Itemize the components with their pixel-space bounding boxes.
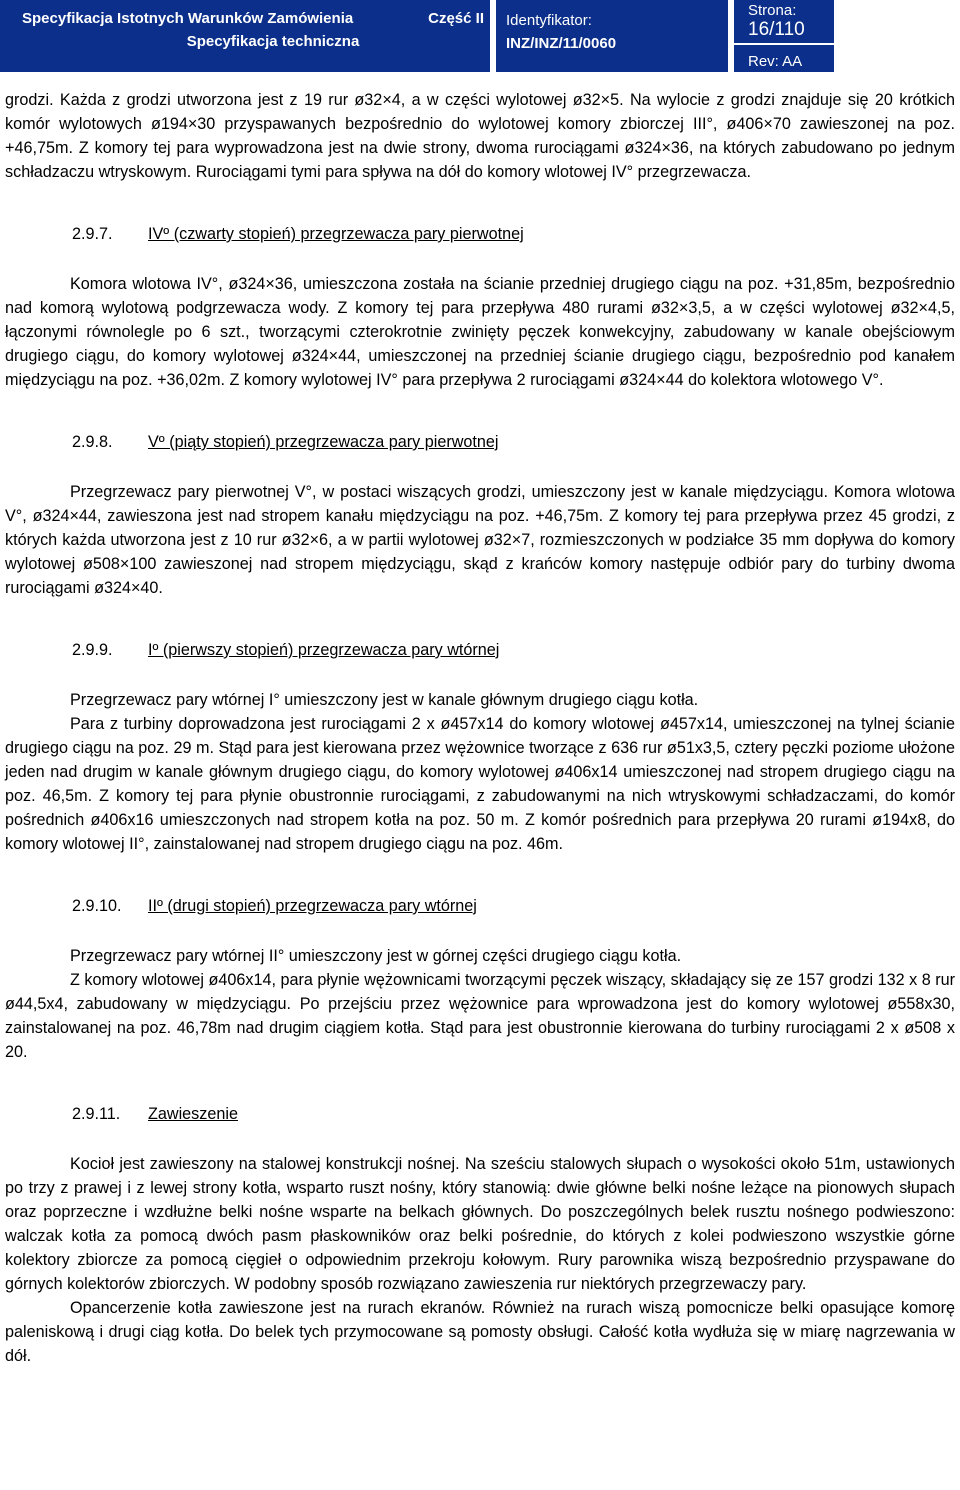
section-number: 2.9.10. — [72, 897, 122, 915]
page-label: Strona: — [748, 2, 797, 19]
section-paragraph: Przegrzewacz pary wtórnej II° umieszczony jest w górnej części drugiego ciągu kotła. — [70, 947, 682, 965]
section-number: 2.9.9. — [72, 641, 113, 659]
header-spec-cell — [0, 0, 490, 72]
section-title: IIº (drugi stopień) przegrzewacza pary wtórnej — [148, 897, 477, 915]
section-paragraph: Opancerzenie kotła zawieszone jest na rurach ekranów. Również na rurach wiszą pomocnicze belki opasujące komorę paleniskową i drugi ciąg kotła. Do belek tych przymocowane są pomosty obsługi. Całość kotła wydłuża się w miarę nagrzewania w dół. — [5, 1299, 955, 1365]
document-body — [0, 88, 960, 1368]
part-label: Część II — [428, 10, 484, 27]
document-header — [0, 0, 960, 72]
identifier-value: INZ/INZ/11/0060 — [506, 35, 617, 52]
section-title: IVº (czwarty stopień) przegrzewacza pary pierwotnej — [148, 225, 524, 243]
section-paragraph: Przegrzewacz pary pierwotnej V°, w postaci wiszących grodzi, umieszczony jest w kanale międzyciągu. Komora wlotowa V°, ø324×44, zawieszona jest nad stropem kanału międzyciągu na poz. +46,75m. Z komory tej para przepływa przez 45 grodzi, z których każda utworzona jest z 10 rur ø32×6, a w partii wylotowej ø32×7, rozmieszczonych w podziałce 35 mm dopływa do komory wylotowej ø508×100 zawieszonej nad stropem międzyciągu, skąd z krańców komory następuje odbiór pary do turbiny dwoma rurociągami ø324×40. — [5, 483, 955, 597]
section-paragraph: Przegrzewacz pary wtórnej I° umieszczony jest w kanale głównym drugiego ciągu kotła. — [70, 691, 699, 709]
section-heading-2-9-7 — [0, 222, 960, 246]
section-number: 2.9.11. — [72, 1105, 121, 1123]
section-title: Iº (pierwszy stopień) przegrzewacza pary wtórnej — [148, 641, 500, 659]
section-heading-2-9-10 — [0, 894, 960, 918]
section-paragraph: Para z turbiny doprowadzona jest rurociągami 2 x ø457x14 do komory wlotowej ø457x14, umieszczonej na tylnej ścianie drugiego ciągu na poz. 29 m. Stąd para jest kierowana przez wężownice tworzące z 636 rur ø51x3,5, cztery pęczki poziome ułożone jeden nad drugim w kanale głównym drugiego ciągu, do komory wylotowej ø406x14 umieszczonej nad stropem drugiego ciągu na poz. 46,5m. Z komory tej para płynie obustronnie rurociągami, z zabudowanymi na nich wtryskowymi schładzaczami, do komór pośrednich ø406x16 umieszczonych nad stropem kotła na poz. 50 m. Z komór pośrednich para przepływa 20 rurami ø194x8, do komory wlotowej II°, zainstalowanej nad stropem drugiego ciągu na poz. 46m. — [5, 715, 955, 853]
page-number: 16/110 — [748, 19, 805, 40]
section-paragraph: Kocioł jest zawieszony na stalowej konstrukcji nośnej. Na sześciu stalowych słupach o wysokości około 51m, ustawionych po trzy z prawej i z lewej strony kotła, wsparto ruszt nośny, który stanowią: dwie główne belki nośne leżące na pionowych słupach oraz poprzeczne i wzdłużne belki nośne wsparte na belkach głównych. Do poszczególnych belek rusztu nośnego podwieszono: walczak kotła za pomocą dwóch pasm płaskowników oraz belki pośrednie, do których z kolei podwieszono wszystkie górne kolektory zbiorcze za pomocą cięgieł o odpowiednim przekroju kołowym. Rury parownika wiszą bezpośrednio przyspawane do górnych kolektorów zbiorczych. W podobny sposób rozwiązano zawieszenia rur niektórych przegrzewaczy pary. — [5, 1155, 955, 1293]
revision-label: Rev: AA — [748, 53, 803, 70]
header-page-cell — [734, 0, 834, 72]
section-heading-2-9-8 — [0, 430, 960, 454]
section-heading-2-9-11 — [0, 1102, 960, 1126]
intro-paragraph: grodzi. Każda z grodzi utworzona jest z 19 rur ø32×4, a w części wylotowej ø32×5. Na wylocie z grodzi znajduje się 20 krótkich komór wylotowych ø194×30 przyspawanych bezpośrednio do wylotowej komory zbiorczej III°, ø406×70 zawieszonej na poz. +46,75m. Z komory tej para wyprowadzona jest na dwie strony, dwoma rurociągami ø324×36, na których zabudowano po jednym schładzaczu wtryskowym. Rurociągami tymi para spływa na dół do komory wlotowej IV° przegrzewacza. — [5, 91, 955, 181]
spec-subtitle: Specyfikacja techniczna — [186, 33, 360, 50]
section-number: 2.9.7. — [72, 225, 113, 243]
header-divider — [734, 43, 842, 45]
section-paragraph: Z komory wlotowej ø406x14, para płynie wężownicami tworzącymi pęczek wiszący, składający się ze 157 grodzi 132 x 8 rur ø44,5x4, zabudowany w międzyciągu. Po przejściu przez wężownice para wprowadzona jest do komory wylotowej ø558x30, zainstalowanej na poz. 46,78m nad drugim ciągiem kotła. Stąd para jest obustronnie kierowana do turbiny rurociągami 2 x ø508 x 20. — [5, 971, 955, 1061]
section-title: Zawieszenie — [148, 1105, 238, 1123]
header-identifier-cell — [496, 0, 728, 72]
section-paragraph: Komora wlotowa IV°, ø324×36, umieszczona została na ścianie przedniej drugiego ciągu na poz. +31,85m, bezpośrednio nad komorą wylotową podgrzewacza wody. Z komory tej para przepływa 480 rurami ø32×3,5, a w części wylotowej ø32×4,5, łączonymi równolegle po 6 szt., tworzącymi czterokrotnie zwinięty pęczek konwekcyjny, zabudowany w kanale obejściowym drugiego ciągu, do komory wylotowej ø324×44, umieszczonej na przedniej ścianie drugiego ciągu, bezpośrednio pod kanałem międzyciągu na poz. +36,02m. Z komory wylotowej IV° para przepływa 2 rurociągami ø324×44 do kolektora wlotowego V°. — [5, 275, 955, 389]
identifier-label: Identyfikator: — [506, 12, 592, 29]
section-heading-2-9-9 — [0, 638, 960, 662]
section-title: Vº (piąty stopień) przegrzewacza pary pierwotnej — [148, 433, 499, 451]
section-number: 2.9.8. — [72, 433, 113, 451]
spec-title: Specyfikacja Istotnych Warunków Zamówienia — [22, 10, 354, 27]
